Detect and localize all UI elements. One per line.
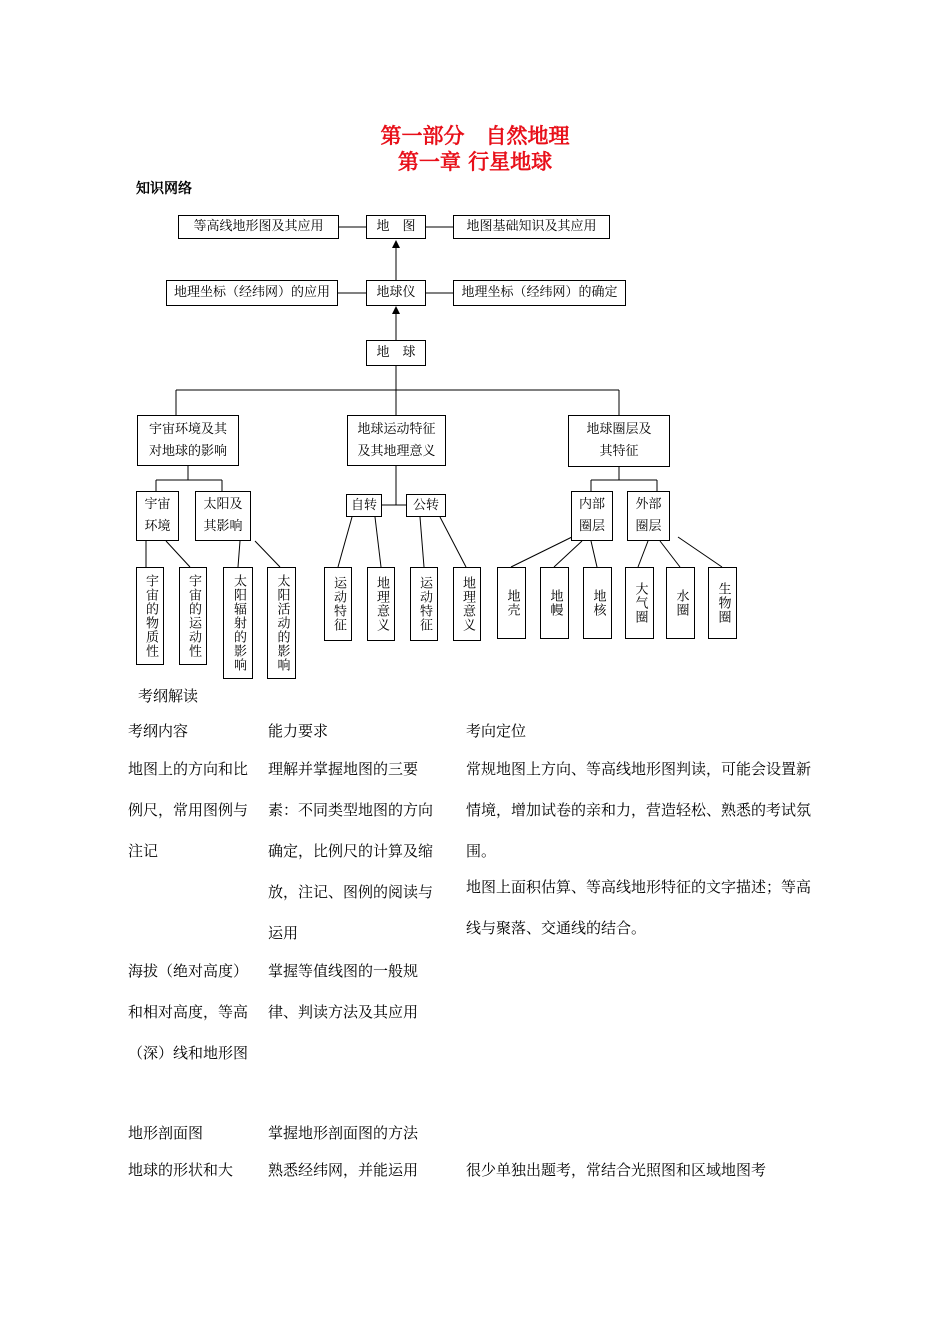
- row-3-content: 地形剖面图: [128, 1124, 204, 1142]
- earth-box: 地 球: [366, 340, 426, 366]
- leaf-solar-radiation: [223, 567, 253, 679]
- row-4-ability: 熟悉经纬网，并能运用: [268, 1161, 419, 1179]
- leaf-label: 地幔: [547, 589, 563, 617]
- leaf-label: 宇宙的运动性: [186, 574, 201, 658]
- leaf-label: 宇宙的物质性: [143, 574, 158, 658]
- globe-box: 地球仪: [366, 280, 426, 306]
- leaf-crust: [497, 567, 526, 639]
- universe-environment-box: 宇宙环境: [136, 491, 179, 541]
- revolution-box: 公转: [406, 494, 446, 517]
- column-header-content: 考纲内容: [128, 722, 189, 740]
- leaf-label: 大气圈: [632, 582, 648, 624]
- row-1-direction-2: 地图上面积估算、等高线地形特征的文字描述；等高线与聚落、交通线的结合。: [466, 878, 812, 937]
- earth-spheres-box: 地球圈层及其特征: [568, 415, 670, 467]
- chapter-title: 第一章 行星地球: [397, 150, 553, 174]
- leaf-rotation-characteristics: [324, 567, 352, 641]
- leaf-label: 水圈: [673, 589, 689, 617]
- rotation-box: 自转: [346, 494, 382, 517]
- inner-spheres-box: 内部圈层: [571, 491, 613, 541]
- row-1-ability: 理解并掌握地图的三要素：不同类型地图的方向确定，比例尺的计算及缩放，注记、图例的阅读与运用: [268, 760, 434, 942]
- row-4-content: 地球的形状和大: [128, 1161, 234, 1179]
- leaf-label: 生物圈: [715, 582, 731, 624]
- leaf-label: 地理意义: [460, 576, 475, 632]
- leaf-core: [583, 567, 612, 639]
- leaf-mantle: [540, 567, 569, 639]
- row-1-content: 地图上的方向和比例尺，常用图例与注记: [128, 760, 249, 860]
- leaf-universe-material: [136, 567, 164, 665]
- leaf-label: 地核: [590, 589, 606, 617]
- column-header-ability: 能力要求: [268, 722, 329, 740]
- leaf-atmosphere: [625, 567, 654, 639]
- row-4-direction: 很少单独出题考，常结合光照图和区域地图考: [466, 1161, 767, 1179]
- leaf-label: 太阳活动的影响: [274, 574, 290, 672]
- leaf-label: 运动特征: [331, 576, 346, 632]
- chapter-part-title: 第一部分 自然地理: [380, 124, 570, 148]
- contour-map-application-box: 等高线地形图及其应用: [178, 215, 339, 239]
- leaf-label: 地理意义: [374, 576, 389, 632]
- leaf-revolution-significance: [453, 567, 481, 641]
- leaf-rotation-significance: [367, 567, 395, 641]
- leaf-hydrosphere: [666, 567, 695, 639]
- column-header-direction: 考向定位: [466, 722, 527, 740]
- cosmic-environment-box: 宇宙环境及其对地球的影响: [137, 415, 239, 466]
- leaf-solar-activity: [267, 567, 296, 679]
- leaf-label: 地壳: [504, 589, 520, 617]
- sun-effect-box: 太阳及其影响: [195, 491, 251, 541]
- leaf-biosphere: [708, 567, 737, 639]
- row-1-direction-1: 常规地图上方向、等高线地形图判读，可能会设置新情境，增加试卷的亲和力，营造轻松、熟悉的考试氛围。: [466, 760, 812, 860]
- section-heading-knowledge-network: 知识网络: [136, 181, 192, 197]
- outer-spheres-box: 外部圈层: [627, 491, 670, 541]
- map-basics-box: 地图基础知识及其应用: [453, 215, 610, 239]
- leaf-revolution-characteristics: [410, 567, 438, 641]
- row-2-content: 海拔（绝对高度）和相对高度，等高（深）线和地形图: [128, 962, 249, 1062]
- earth-motion-box: 地球运动特征及其地理意义: [347, 415, 446, 466]
- syllabus-heading: 考纲解读: [138, 687, 199, 705]
- leaf-label: 太阳辐射的影响: [231, 574, 246, 672]
- coordinate-determination-box: 地理坐标（经纬网）的确定: [453, 280, 626, 306]
- leaf-universe-motion: [179, 567, 207, 665]
- row-3-ability: 掌握地形剖面图的方法: [268, 1124, 419, 1142]
- row-2-ability: 掌握等值线图的一般规律、判读方法及其应用: [268, 962, 419, 1021]
- coordinate-application-box: 地理坐标（经纬网）的应用: [166, 280, 338, 306]
- map-box: 地 图: [366, 215, 426, 239]
- leaf-label: 运动特征: [417, 576, 432, 632]
